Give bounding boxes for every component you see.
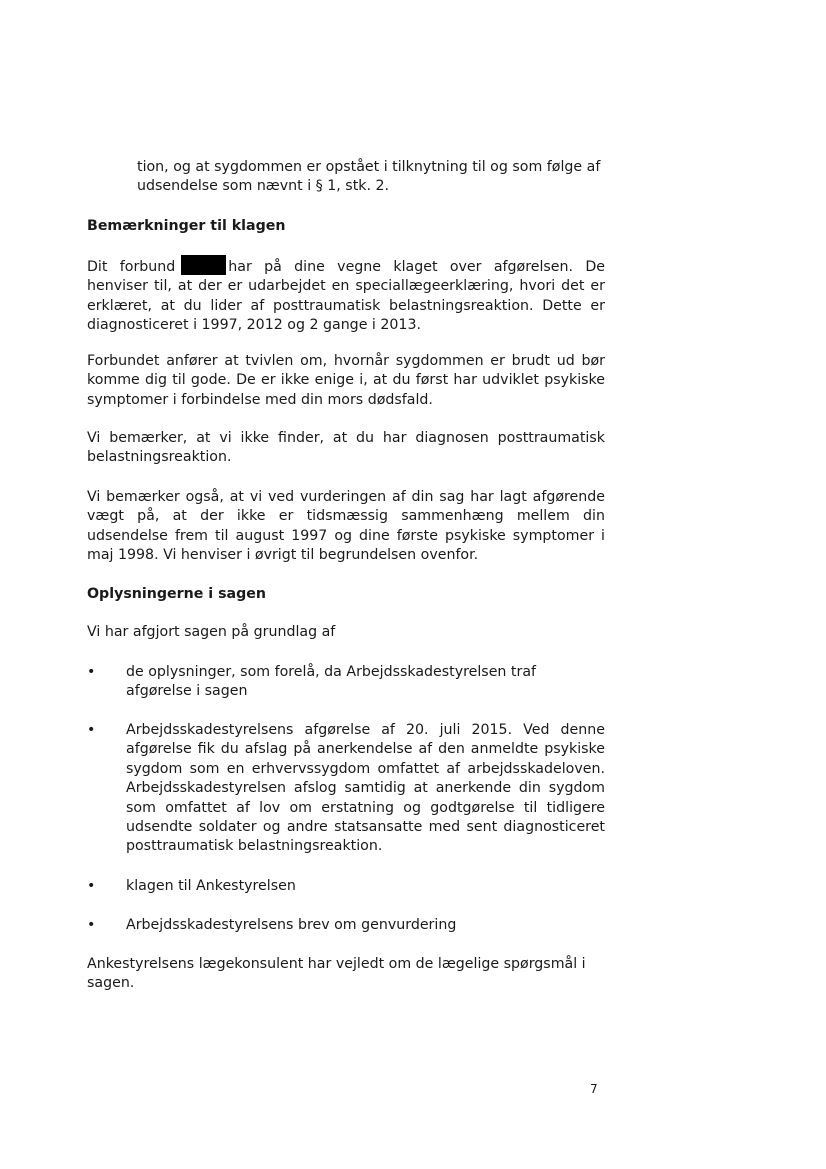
- list-item-text: de oplysninger, som forelå, da Arbejdsskadestyrelsen traf afgørelse i sagen: [126, 664, 537, 700]
- paragraph-text-start: Dit forbund: [87, 259, 176, 275]
- paragraph-text-rest: har på dine vegne klaget over afgørelsen. De henviser til, at der er udarbejdet en speciallægeerklæring, hvori det er erklæret, at du lider af posttraumatisk belastningsreaktion. Dette er diagnosticeret i 1997, 2012 og 2 gange i 2013.: [87, 259, 605, 334]
- bullet-icon: •: [87, 917, 96, 933]
- paragraph-basis-intro: Vi har afgjort sagen på grundlag af: [87, 624, 336, 640]
- bullet-icon: •: [87, 664, 96, 680]
- list-item-text: Arbejdsskadestyrelsens afgørelse af 20. juli 2015. Ved denne afgørelse fik du afslag på anerkendelse af den anmeldte psykiske sygdom som en erhvervssygdom omfattet af arbejdsskadeloven. Arbejdsskadestyrelsen afslog samtidig at anerkende din sygdom som omfattet af lov om erstatning og godtgørelse til tidligere udsendte soldater og andre statsansatte med sent diagnosticeret posttraumatisk belastningsreaktion.: [126, 722, 605, 855]
- list-item-text: klagen til Ankestyrelsen: [126, 878, 296, 894]
- page-number: 7: [590, 1082, 598, 1096]
- paragraph-medical-consultant: Ankestyrelsens lægekonsulent har vejledt om de lægelige spørgsmål i sagen.: [87, 956, 586, 992]
- bullet-icon: •: [87, 722, 96, 738]
- continuation-line: udsendelse som nævnt i § 1, stk. 2.: [137, 178, 390, 195]
- section-heading-case-information: Oplysningerne i sagen: [87, 586, 266, 602]
- paragraph-diagnosis-remark: Vi bemærker, at vi ikke finder, at du har diagnosen posttraumatisk belastningsreaktion.: [87, 430, 605, 466]
- paragraph-union-complaint: [87, 255, 605, 336]
- continuation-line: tion, og at sygdommen er opstået i tilknytning til og som følge af: [137, 159, 601, 175]
- paragraph-union-argument: Forbundet anfører at tvivlen om, hvornår sygdommen er brudt ud bør komme dig til gode. De er ikke enige i, at du først har udviklet psykiske symptomer i forbindelse med din mors dødsfald.: [87, 353, 605, 408]
- redaction-box: [181, 255, 226, 275]
- paragraph-assessment-remark: Vi bemærker også, at vi ved vurderingen af din sag har lagt afgørende vægt på, at der ikke er tidsmæssig sammenhæng mellem din udsendelse frem til august 1997 og dine første psykiske symptomer i maj 1998. Vi henviser i øvrigt til begrundelsen ovenfor.: [87, 489, 605, 564]
- section-heading-remarks: Bemærkninger til klagen: [87, 218, 286, 234]
- list-item-text: Arbejdsskadestyrelsens brev om genvurdering: [126, 917, 457, 933]
- continuation-text: [137, 158, 605, 197]
- bullet-icon: •: [87, 878, 96, 894]
